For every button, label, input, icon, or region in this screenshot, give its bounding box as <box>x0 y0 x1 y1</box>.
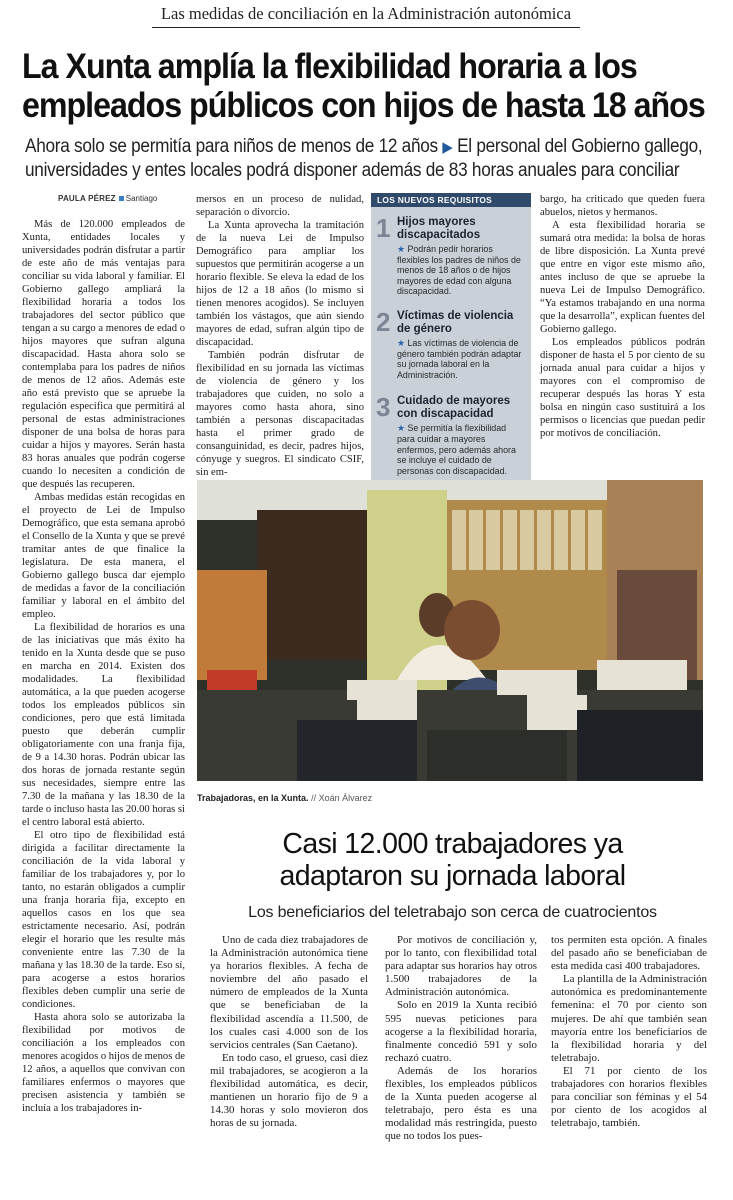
paragraph: El 71 por ciento de los trabajadores con horarios flexibles para conciliar son féminas y el 54 por ciento de los acogidos al teletrabajo, también. <box>551 1064 707 1130</box>
section-kicker: Las medidas de conciliación en la Administración autonómica <box>152 4 580 28</box>
star-icon: ★ <box>397 423 408 434</box>
requirement-item <box>371 392 531 476</box>
headline-line-1: La Xunta amplía la flexibilidad horaria a los <box>22 47 637 86</box>
subhead-part-2: El personal del Gobierno gallego, <box>457 136 703 157</box>
secondary-headline-line-1: Casi 12.000 trabajadores ya <box>282 828 623 860</box>
item-title: Hijos mayores discapacitados <box>397 216 481 241</box>
article-column-2 <box>196 193 364 479</box>
item-number: 2 <box>376 306 391 337</box>
secondary-column-2 <box>385 934 537 1144</box>
paragraph: bargo, ha criticado que queden fuera abuelos, nietos y hermanos. <box>540 194 705 218</box>
dateline: Santiago <box>125 194 158 203</box>
item-number: 1 <box>376 213 391 243</box>
item-text: ★ Las víctimas de violencia de género también podrán adaptar su jornada laboral en la Administración. <box>397 337 522 380</box>
caption-text: Trabajadoras, en la Xunta. <box>197 793 309 803</box>
paragraph: A esta flexibilidad horaria se sumará otra medida: la bolsa de horas de libre disposición. La Xunta prevé que entre en vigor este mismo año, antes incluso de que se apruebe la nueva Lei de Impulso Demográfico. “Ya estamos trabajando en una norma que la desarrolla”, explican fuentes del Gobierno gallego. <box>540 220 705 335</box>
requirement-item <box>371 213 531 297</box>
star-icon: ★ <box>397 244 408 254</box>
triangle-right-icon: ▶ <box>442 139 453 156</box>
secondary-column-1 <box>210 934 368 1130</box>
paragraph: Solo en 2019 la Xunta recibió 595 nuevas peticiones para acogerse a la flexibilidad horaria, finalmente concedió 591 y solo rechazó cuatro. <box>385 999 537 1064</box>
paragraph: En todo caso, el grueso, casi diez mil trabajadores, se acogieron a la flexibilidad automática, es decir, mantienen un horario fijo de 9 a 14.30 horas y solo movieron dos horas de su jornada. <box>210 1051 368 1130</box>
square-bullet-icon <box>119 196 124 201</box>
author: PAULA PÉREZ <box>58 194 116 203</box>
paragraph: El otro tipo de flexibilidad está dirigida a facilitar directamente la conciliación de la vida laboral y familiar de los trabajadores y, por lo tanto, no estarán obligados a cumplir una franja horaria fija, excepto en aquellos casos en los que sea estrictamente necesario. Así, podrán elegir el horario que les resulte más conveniente entre las 7.30 de la mañana y las 18.30 de la tarde. Eso sí, para acogerse a estos horarios flexibles deben cumplir una serie de condiciones. <box>22 830 185 1010</box>
article-column-4 <box>540 193 705 440</box>
item-text: ★ Podrán pedir horarios flexibles los padres de niños de menos de 18 años o de hijos mayores de edad con alguna discapacidad. <box>397 244 521 297</box>
paragraph: Más de 120.000 empleados de Xunta, entidades locales y universidades podrán disfrutar a partir de este año de más ventajas para conciliar su vida laboral y familiar. El Gobierno gallego ampliará la flexibilidad horaria a todos los trabajadores del sector público que tengan a su cargo a menores de edad o hijos mayores que sufran alguna discapacidad. Hasta ahora solo se contemplaba para los padres de niños de menos de 12 años. Además este año está previsto que se apruebe la regulación específica que permitirá al personal de estas administraciones disponer de una bolsa de horas para cuidar a hijos y mayores. Serán hasta 83 horas anuales que podrán cogerse cuando lo necesiten a condición de que después las recuperen. <box>22 219 185 490</box>
paragraph: Ambas medidas están recogidas en el proyecto de Lei de Impulso Demográfico, que esta semana aprobó el Consello de la Xunta y que se prevé tramitar antes de que finalice la legislatura. De esta manera, el Gobierno gallego busca dar ejemplo de medidas a favor de la conciliación familiar y laboral en el ámbito del empleo. <box>22 492 185 620</box>
headline-line-2: empleados públicos con hijos de hasta 18 años <box>22 86 705 125</box>
item-number: 3 <box>376 392 391 423</box>
subheadline <box>25 135 703 182</box>
article-column-1 <box>22 218 185 1115</box>
photo-caption <box>197 793 372 803</box>
subhead-part-3: universidades y entes locales podrá disponer además de 83 horas anuales para conciliar <box>25 160 680 181</box>
paragraph: Además de los horarios flexibles, los empleados públicos de la Xunta pueden acogerse al teletrabajo, pero ésta es una modalidad más restringida, puesto que no todos los pues- <box>385 1064 537 1143</box>
paragraph: La plantilla de la Administración autonómica es predominantemente femenina: el 70 por ciento son mujeres. De ahí que también sean mayoría entre los beneficiarios de la flexibilidad horaria y del teletrabajo. <box>551 973 707 1064</box>
paragraph: La Xunta aprovecha la tramitación de la nueva Lei de Impulso Demográfico para ampliar los supuestos que permitirán acogerse a un horario flexible. Se eleva la edad de los hijos de 12 a 18 años (lo mismo si tienen menores acogidos). Se incluyen también los vástagos, que aún siendo mayores de edad, sufran algún tipo de discapacidad. <box>196 220 364 348</box>
secondary-headline <box>200 828 705 892</box>
item-text: ★ Se permitía la flexibilidad para cuidar a mayores enfermos, pero además ahora se incluye el cuidado de personas con discapacidad. <box>397 423 516 476</box>
paragraph: La flexibilidad de horarios es una de las iniciativas que más éxito ha tenido en la Xunta desde que se puso en marcha en 2014. Existen dos modalidades. La flexibilidad automática, a la que pueden acogerse todos los empleados públicos sin condiciones, pero que está limitada puesto que deberán cumplir obligatoriamente con una franja fija, de 9 a 14.30 horas. Podrán ubicar las dos horas de jornada restante según sus necesidades, siempre entre las 7.30 de la mañana y las 18.30 de la tarde o incluso hasta las 20.00 horas si el centro laboral está abierto. <box>22 622 185 828</box>
secondary-column-3 <box>551 934 707 1130</box>
sidebar-title: LOS NUEVOS REQUISITOS <box>371 193 531 207</box>
star-icon: ★ <box>397 337 408 348</box>
office-photo <box>197 480 703 781</box>
requirements-sidebar <box>371 193 531 514</box>
paragraph: También podrán disfrutar de flexibilidad en su jornada las víctimas de violencia de género y los trabajadores que cuiden, no solo a mayores como hasta ahora, sino también a personas discapacitadas hasta el primer grado de consanguinidad, es decir, padres hijos, cónyuge y suegros. El sindicato CSIF, sin em- <box>196 350 364 478</box>
item-title: Cuidado de mayores con discapacidad <box>397 395 511 421</box>
paragraph: tos permiten esta opción. A finales del pasado año se beneficiaban de esta medida casi 400 trabajadores. <box>551 934 707 973</box>
paragraph: Por motivos de conciliación y, por lo tanto, con flexibilidad total para adaptar sus horarios hay otros 1.500 trabajadores de la Administración autonómica. <box>385 934 537 999</box>
paragraph: mersos en un proceso de nulidad, separación o divorcio. <box>196 194 364 218</box>
secondary-headline-line-2: adaptaron su jornada laboral <box>279 860 626 892</box>
photo-credit: // Xoán Álvarez <box>311 793 373 803</box>
office-photo-illustration <box>197 480 703 781</box>
item-title: Víctimas de violencia de género <box>397 309 514 335</box>
paragraph: Uno de cada diez trabajadores de la Administración autonómica tiene ya horarios flexibles. A fecha de noviembre del año pasado el número de empleados de la Xunta que se beneficiaban de la flexibilidad ascendía a 11.500, de los cuales casi 4.000 son de los servicios centrales (San Caetano). <box>210 934 368 1051</box>
paragraph: Los empleados públicos podrán disponer de hasta el 5 por ciento de su jornada anual para cuidar a hijos y mayores con el compromiso de recuperar después las horas Y esta bolsa en ningún caso sustituirá a los permisos o licencias que puedan pedir por motivos de conciliación. <box>540 337 705 439</box>
requirement-item <box>371 306 531 380</box>
secondary-subtitle: Los beneficiarios del teletrabajo son cerca de cuatrocientos <box>248 904 657 921</box>
subhead-part-1: Ahora solo se permitía para niños de menos de 12 años <box>25 136 438 157</box>
byline <box>58 194 157 203</box>
paragraph: Hasta ahora solo se autorizaba la flexibilidad por motivos de conciliación a los empleados con menores acogidos o hijos de menos de 12 años, a aquellos que convivan con familiares enfermos o mayores que precisen asistencia y también se incluía a los trabajadores in- <box>22 1012 185 1114</box>
headline <box>22 47 705 125</box>
